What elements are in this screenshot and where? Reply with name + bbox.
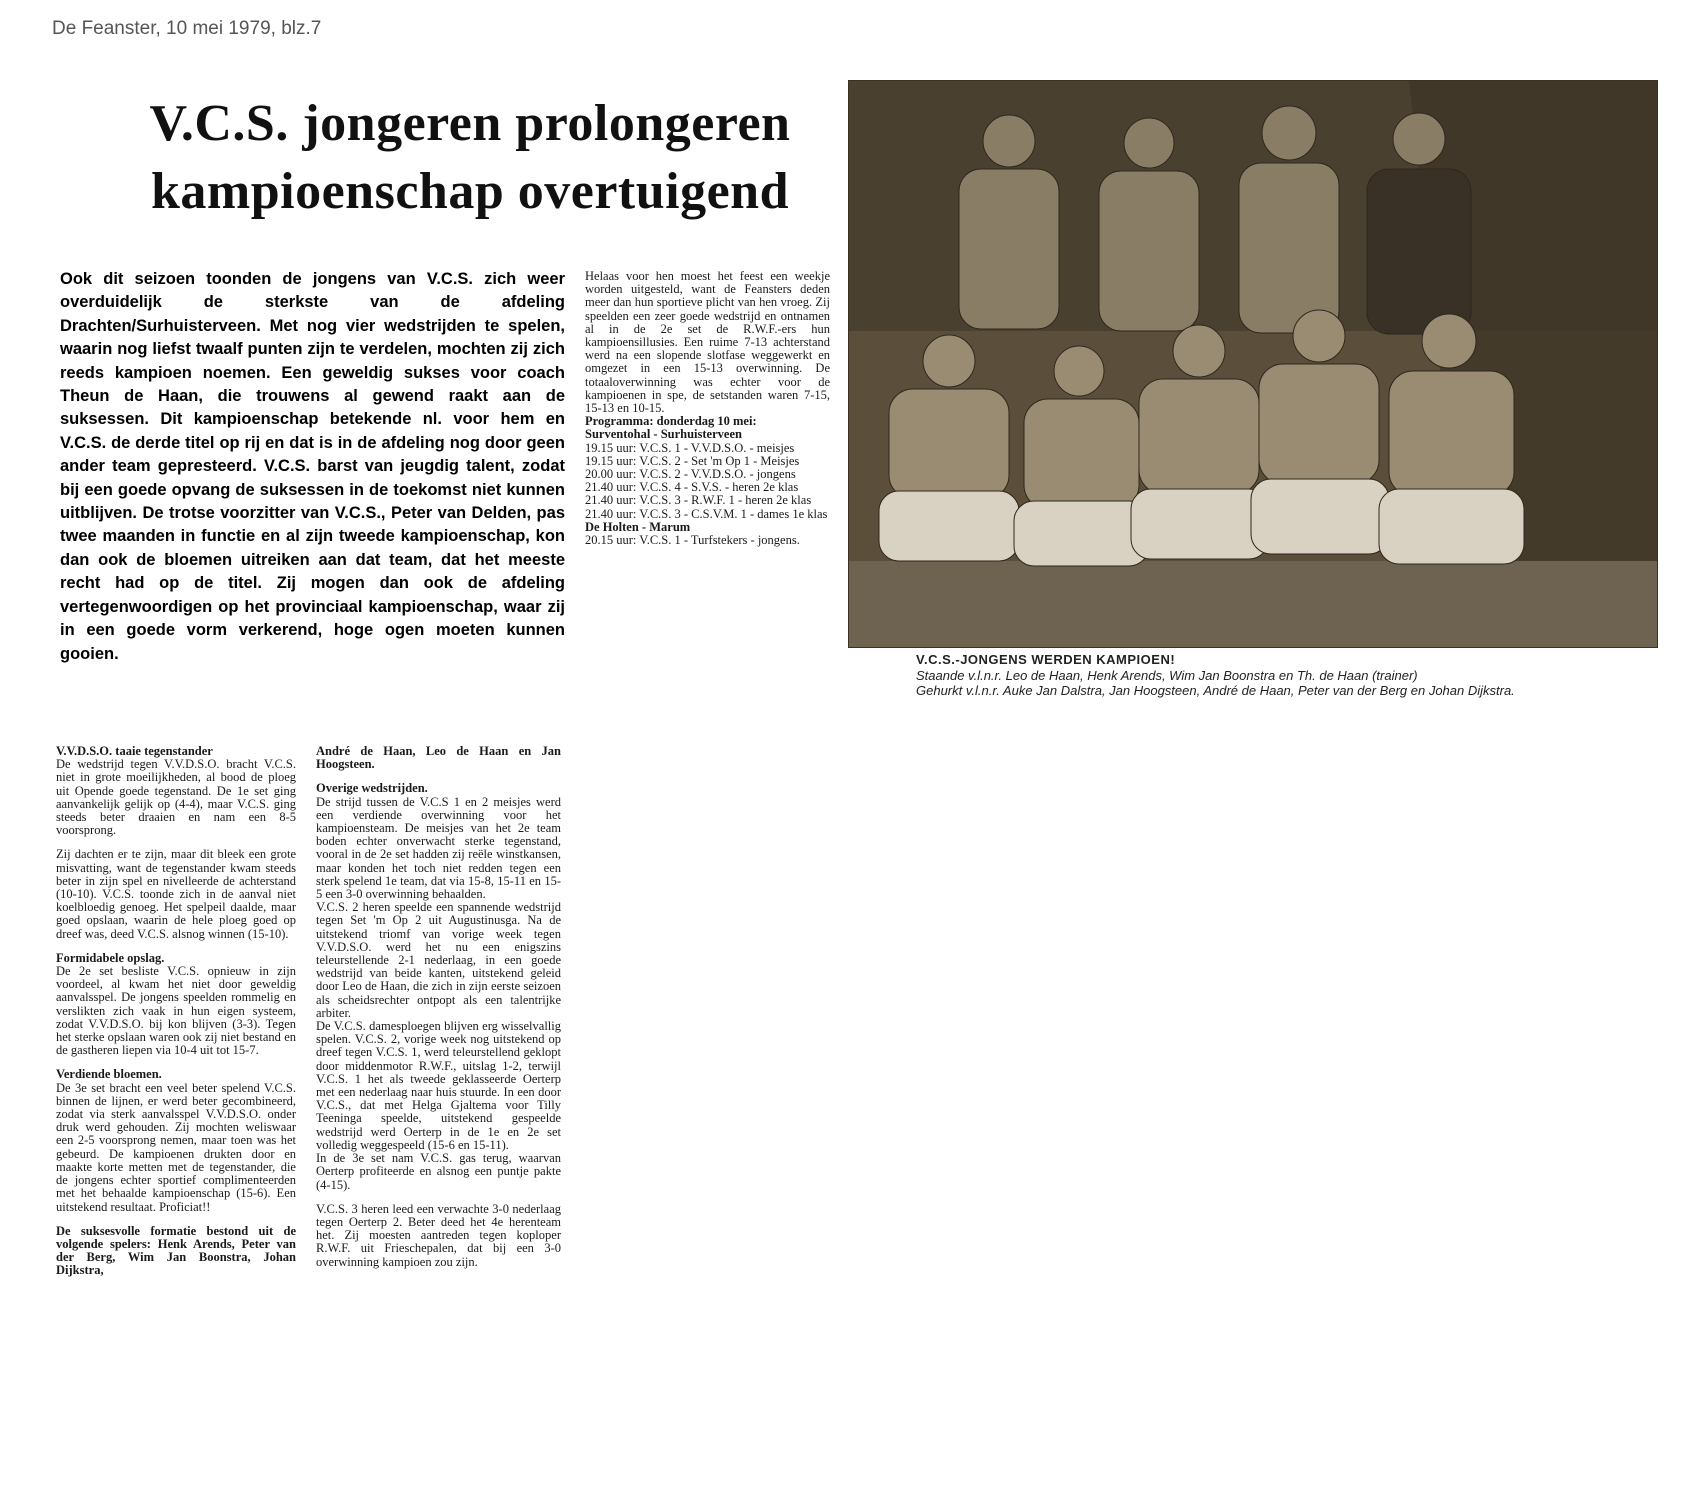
caption-line: Staande v.l.n.r. Leo de Haan, Henk Arends, Wim Jan Boonstra en Th. de Haan (trainer) [916,667,1418,683]
program-item: 21.40 uur: V.C.S. 3 - R.W.F. 1 - heren 2e klas [585,493,812,508]
paragraph: De 2e set besliste V.C.S. opnieuw in zijn voordeel, al kwam het niet door geweldig aanvalsspel. De jongens speelden rommelig en verslikten zich vaak in hun eigen systeem, zodat V.V.D.S.O. bij kon blijven (3-3). Tegen het sterke opslaan waren ook zij niet bestand en de gastheren liepen via 10-4 uit tot 15-7. [56,964,296,1058]
caption-title: V.C.S.-JONGENS WERDEN KAMPIOEN! [916,652,1176,667]
subheading: Verdiende bloemen. [56,1067,162,1082]
article-column-1 [56,745,296,1289]
paragraph: In de 3e set nam V.C.S. gas terug, waarvan Oerterp profiteerde en alsnog een puntje pakte (4-15). [316,1151,561,1192]
program-item: 21.40 uur: V.C.S. 4 - S.V.S. - heren 2e klas [585,480,799,495]
lead-paragraph: Ook dit seizoen toonden de jongens van V.C.S. zich weer overduidelijk de sterkste van de afdeling Drachten/Surhuisterveen. Met nog vier wedstrijden te spelen, waarin nog liefst twaalf punten zijn te verdelen, mochten zij zich reeds kampioen noemen. Een geweldig sukses voor coach Theun de Haan, die trouwens al gewend raakt aan de suksessen. Dit kampioenschap betekende nl. voor hem en V.C.S. de derde titel op rij en dat is in de afdeling nog door geen ander team gepresteerd. V.C.S. barst van jeugdig talent, zodat bij een goede opvang de suksessen in de toekomst niet kunnen uitblijven. De trotse voorzitter van V.C.S., Peter van Delden, pas twee maanden in functie en al zijn tweede kampioenschap, kon dan ook de bloemen uitreiken aan dat team, dat het meeste recht had op de titel. Zij mogen dan ook de afdeling vertegenwoordigen op het provinciaal kampioenschap, waar zij in een goede vorm verkerend, hoge ogen moeten kunnen gooien. [60,270,565,663]
subheading: Overige wedstrijden. [316,781,428,796]
headline [110,90,830,226]
program-venue: Surventohal - Surhuisterveen [585,427,742,442]
program-item: 20.15 uur: V.C.S. 1 - Turfstekers - jongens. [585,533,800,548]
paragraph: Zij dachten er te zijn, maar dit bleek een grote misvatting, want de tegenstander kwam steeds beter in zijn spel en nivelleerde de achterstand (10-10). V.C.S. toonde zich in de aanval niet koelbloedig genoeg. Het spelpeil daalde, maar goed opslaan, waarin de hele ploeg goed op dreef was, deed V.C.S. alsnog winnen (15-10). [56,847,296,941]
program-venue: De Holten - Marum [585,519,691,534]
article-column-3 [585,270,830,547]
team-photo [848,80,1658,648]
article-column-2 [316,745,561,1280]
headline-line-1: V.C.S. jongeren prolongeren [149,95,791,152]
paragraph: De V.C.S. damesploegen blijven erg wisselvallig spelen. V.C.S. 2, vorige week nog uitstekend op dreef tegen V.C.S. 1, werd teleurstellend geklopt door middenmotor R.W.F., uitslag 1-2, terwijl V.C.S. 1 het als tweede geklasseerde Oerterp met een nederlaag naar huis stuurde. In een door V.C.S., dat met Helga Gjaltema voor Tilly Teeninga speelde, uitstekend gespeelde wedstrijd werd Oerterp in de 1e en 2e set volledig weggespeeld (15-6 en 15-11). [316,1019,561,1152]
program-item: 21.40 uur: V.C.S. 3 - C.S.V.M. 1 - dames 1e klas [585,506,828,521]
program-list-1 [585,442,830,521]
program-item: 19.15 uur: V.C.S. 2 - Set 'm Op 1 - Meisjes [585,453,800,468]
paragraph: V.C.S. 2 heren speelde een spannende wedstrijd tegen Set 'm Op 2 uit Augustinusga. Na de uitstekend triomf van vorige week tegen V.V.D.S.O. werd het nu een enigszins teleurstellende 2-1 nederlaag, in een goede wedstrijd van beide kanten, uitstekend geleid door Leo de Haan, die zich in zijn eerste seizoen als scheidsrechter ontpopt als een talentrijke arbiter. [316,900,561,1020]
program-heading: Programma: donderdag 10 mei: [585,414,757,429]
paragraph: V.C.S. 3 heren leed een verwachte 3-0 nederlaag tegen Oerterp 2. Beter deed het 4e herenteam het. Zij moesten aantreden tegen koploper R.W.F. uit Frieschepalen, dat bij een 3-0 overwinning kampioen zou zijn. [316,1201,561,1269]
program-item: 20.00 uur: V.C.S. 2 - V.V.D.S.O. - jongens [585,467,796,482]
paragraph: De 3e set bracht een veel beter spelend V.C.S. binnen de lijnen, er werd beter gecombineerd, zodat via sterk aanvalsspel V.V.D.S.O. onder druk werd gehouden. Zij mochten weliswaar een 2-5 voorsprong nemen, maar toen was het gebeurd. De kampioenen drukten door en maakte korte metten met de tegenstander, die de jongens echter sportief complimenteerden met het behaalde kampioenschap (15-6). Een uitstekend resultaat. Proficiat!! [56,1080,296,1214]
program-item: 19.15 uur: V.C.S. 1 - V.V.D.S.O. - meisjes [585,440,795,455]
paragraph: Helaas voor hen moest het feest een weekje worden uitgesteld, want de Feansters deden meer dan hun sportieve plicht van hen vroeg. Zij speelden een zeer goede wedstrijd en ontnamen al in de 2e set de R.W.F.-ers hun kampioensillusies. Een ruime 7-13 achterstand werd na een slopende slotfase weggewerkt en omgezet in een 15-13 overwinning. De totaaloverwinning was echter voor de kampioenen in spe, de setstanden waren 7-15, 15-13 en 10-15. [585,269,830,416]
headline-line-2: kampioenschap overtuigend [150,163,790,220]
subheading: Formidabele opslag. [56,950,165,965]
caption-line: Gehurkt v.l.n.r. Auke Jan Dalstra, Jan Hoogsteen, André de Haan, Peter van der Berg en Johan Dijkstra. [916,683,1515,698]
subheading: V.V.D.S.O. taaie tegenstander [56,744,213,758]
source-label: De Feanster, 10 mei 1979, blz.7 [52,18,322,39]
team-photo-illustration [849,81,1657,647]
photo-caption [916,652,1616,699]
paragraph: De strijd tussen de V.C.S 1 en 2 meisjes werd een verdiende overwinning voor het kampioensteam. De meisjes van het 2e team boden echter onverwacht sterke tegenstand, vooral in de 2e set hadden zij reële winstkansen, maar konden het toch niet redden tegen een sterk spelend 1e team, dat via 15-8, 15-11 en 15-5 een 3-0 overwinning behaalden. [316,794,561,902]
team-roster-continued: André de Haan, Leo de Haan en Jan Hoogsteen. [316,744,561,772]
team-roster-paragraph: De suksesvolle formatie bestond uit de volgende spelers: Henk Arends, Peter van der Berg, Wim Jan Boonstra, Johan Dijkstra, [56,1223,296,1278]
paragraph: De wedstrijd tegen V.V.D.S.O. bracht V.C.S. niet in grote moeilijkheden, al bood de ploeg uit Opende goede tegenstand. De 1e set ging aanvankelijk gelijk op (4-4), maar V.C.S. ging steeds beter draaien en nam een 8-5 voorsprong. [56,757,296,838]
